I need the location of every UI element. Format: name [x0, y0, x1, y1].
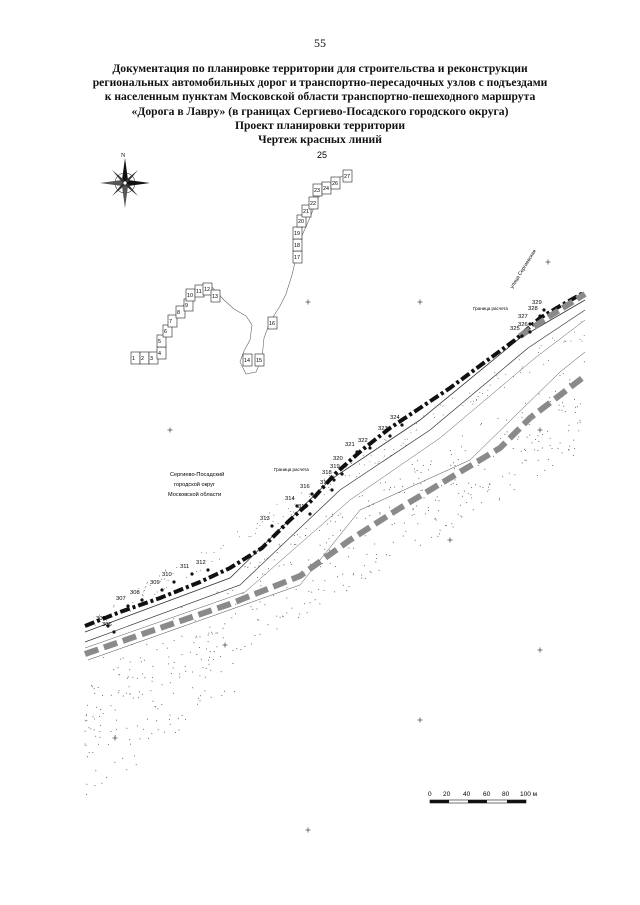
key-map-sheet-label: 18	[294, 243, 300, 249]
title-line: «Дорога в Лавру» (в границах Сергиево-Посадского городского округа)	[131, 104, 509, 118]
key-map-sheet-label: 26	[332, 181, 338, 187]
survey-point	[528, 306, 542, 318]
key-map-sheet-label: 10	[187, 293, 193, 299]
survey-point-label: 313	[260, 516, 270, 522]
key-map-sheet-label: 9	[185, 303, 188, 309]
key-map-sheet-label: 24	[323, 186, 329, 192]
key-map-sheet	[176, 306, 185, 318]
key-map-sheet-label: 21	[303, 209, 309, 215]
key-map-sheet	[140, 352, 149, 364]
survey-point	[300, 484, 314, 496]
survey-point-label: 325	[510, 326, 520, 332]
survey-point	[162, 572, 176, 584]
survey-point	[116, 596, 130, 608]
district-label: городской округ	[174, 482, 215, 488]
survey-point	[196, 560, 210, 572]
survey-point	[260, 516, 274, 528]
survey-point-label: 323	[378, 426, 388, 432]
key-map-sheet	[195, 285, 204, 297]
key-map-sheet-label: 20	[298, 219, 304, 225]
key-map-sheet	[255, 354, 264, 366]
key-map-sheet-label: 15	[256, 358, 262, 364]
key-map-sheet-label: 16	[269, 321, 275, 327]
boundary-label: Граница расчета	[473, 306, 508, 311]
compass-label: N	[121, 153, 126, 159]
survey-point	[320, 480, 334, 492]
survey-point	[180, 564, 194, 576]
grid-cross-icon	[546, 260, 551, 265]
key-map-sheet	[243, 354, 252, 366]
survey-point-label: 308	[130, 590, 140, 596]
title-line: региональных автомобильных дорог и транспортно-пересадочных узлов с подъездами	[92, 76, 548, 90]
key-map-sheet	[293, 239, 302, 251]
scale-bar	[428, 791, 538, 803]
title-line: Документация по планировке территории для строительства и реконструкции	[112, 62, 528, 75]
survey-point	[285, 496, 299, 508]
key-map-sheet-label: 27	[344, 174, 350, 180]
grid-cross-icon	[418, 718, 423, 723]
title-line: Чертеж красных линий	[258, 133, 382, 147]
key-map-sheet	[293, 251, 302, 263]
scale-tick-label: 80	[502, 791, 510, 798]
grid-cross-icon	[168, 428, 173, 433]
survey-point	[298, 504, 312, 516]
key-map-sheet	[168, 315, 177, 327]
survey-point-label: 305	[96, 616, 106, 622]
key-map-sheet	[343, 170, 352, 182]
scale-tick-label: 100 м	[520, 791, 538, 798]
key-map-sheet	[322, 182, 331, 194]
survey-point-label: 327	[518, 314, 528, 320]
key-map-sheet	[211, 290, 220, 302]
survey-point	[150, 580, 164, 592]
key-map-sheet-label: 12	[204, 287, 210, 293]
scale-tick-label: 20	[443, 791, 451, 798]
key-map-sheet	[149, 352, 158, 364]
survey-point-label: 328	[528, 306, 538, 312]
key-map-sheet-label: 6	[164, 329, 167, 335]
scale-tick-label: 40	[463, 791, 471, 798]
key-map-sheet-label: 2	[141, 356, 144, 362]
survey-point-label: 329	[532, 300, 542, 306]
survey-point-label: 312	[196, 560, 206, 566]
survey-point-label: 320	[333, 456, 343, 462]
key-map-sheet-label: 14	[244, 358, 250, 364]
survey-point-label: 321	[345, 442, 355, 448]
survey-point-label: 315	[298, 504, 308, 510]
key-map-sheet-label: 8	[177, 310, 180, 316]
survey-point	[102, 622, 116, 634]
boundary-upper	[520, 294, 585, 336]
key-map-sheet	[131, 352, 140, 364]
survey-point-label: 310	[162, 572, 172, 578]
survey-point-label: 317	[320, 480, 330, 486]
key-map-sheet	[293, 227, 302, 239]
key-map-sheet-label: 7	[169, 319, 172, 325]
boundary-lower	[85, 376, 585, 654]
key-map-sheet-label: 25	[317, 150, 328, 160]
street-label: улица Сергиевская	[509, 248, 538, 290]
survey-point	[345, 442, 359, 454]
key-map-sheet-label: 3	[150, 356, 153, 362]
survey-point-label: 316	[300, 484, 310, 490]
grid-cross-icon	[113, 736, 118, 741]
compass-rose-icon	[100, 153, 150, 208]
survey-point-label: 326	[518, 322, 528, 328]
key-map-sheet-label: 4	[158, 351, 161, 357]
key-map-sheet	[331, 177, 340, 189]
grid-cross-icon	[306, 828, 311, 833]
survey-point-label: 324	[390, 415, 400, 421]
key-map-sheet-label: 11	[196, 289, 202, 295]
key-map-sheet-label: 19	[294, 231, 300, 237]
survey-point	[130, 590, 144, 602]
key-map-sheet	[268, 317, 277, 329]
district-label: Московской области	[168, 492, 222, 498]
survey-point-label: 318	[322, 470, 332, 476]
key-map-sheet-label: 5	[158, 339, 161, 345]
key-map-sheet	[186, 289, 195, 301]
survey-point-label: 306	[102, 622, 112, 628]
key-map-sheet-label: 17	[294, 255, 300, 261]
survey-point-label: 319	[330, 464, 340, 470]
key-map-sheet-label: 13	[212, 294, 218, 300]
key-map-sheet	[317, 150, 327, 160]
key-map-sheet-label: 23	[314, 188, 320, 194]
key-map-sheet	[203, 283, 212, 295]
survey-point-label: 307	[116, 596, 126, 602]
district-label: Сергиево-Посадский	[170, 472, 225, 478]
key-map-sheet-label: 22	[310, 201, 316, 207]
key-map-sheet	[309, 197, 318, 209]
grid-cross-icon	[538, 428, 543, 433]
survey-point-label: 309	[150, 580, 160, 586]
page-number: 55	[314, 36, 326, 50]
scale-tick-label: 60	[483, 791, 491, 798]
key-map-sheet	[313, 184, 322, 196]
survey-point-label: 311	[180, 564, 190, 570]
survey-point-label: 314	[285, 496, 295, 502]
grid-cross-icon	[418, 300, 423, 305]
grid-cross-icon	[448, 538, 453, 543]
key-map-sheet	[157, 347, 166, 359]
grid-cross-icon	[223, 643, 228, 648]
title-line: Проект планировки территории	[234, 118, 406, 132]
title-line: к населенным пунктам Московской области транспортно-пешеходного маршрута	[104, 90, 536, 104]
survey-point-label: 322	[358, 438, 368, 444]
boundary-label: Граница расчета	[274, 467, 309, 472]
key-map	[131, 150, 352, 374]
scale-tick-label: 0	[428, 791, 432, 798]
grid-cross-icon	[306, 300, 311, 305]
key-map-sheet-label: 1	[132, 356, 135, 362]
grid-cross-icon	[538, 648, 543, 653]
